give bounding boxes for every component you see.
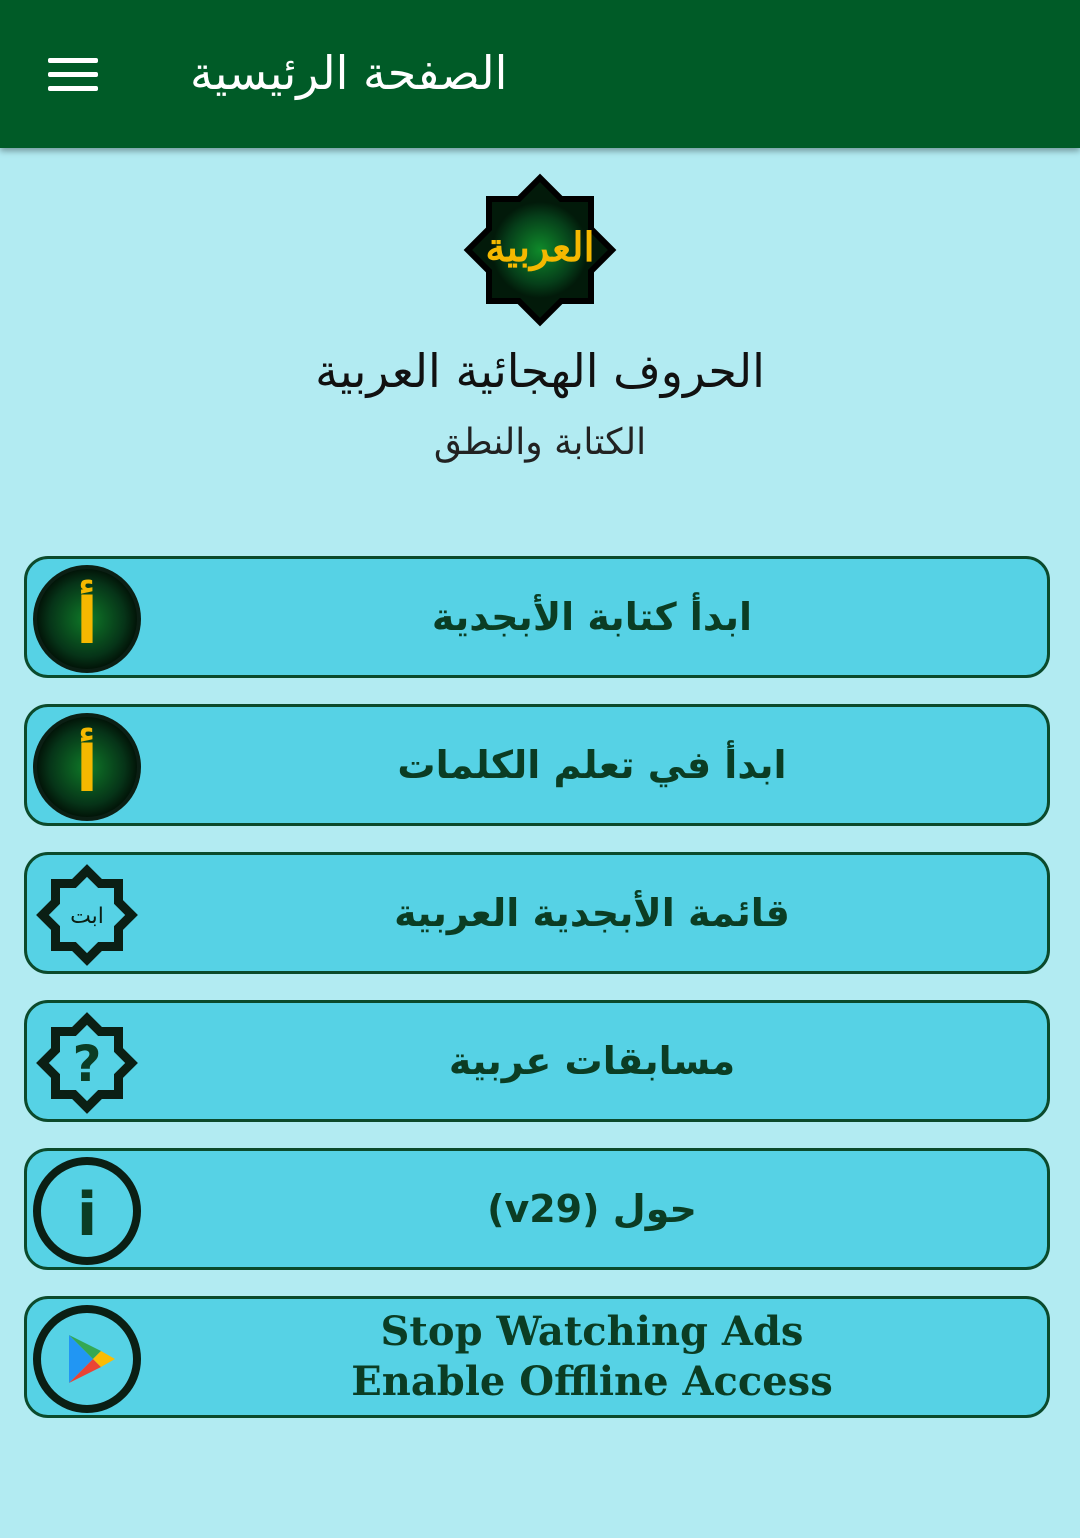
start-writing-alphabet-button[interactable] bbox=[24, 556, 1050, 678]
ads-label-line2: Enable Offline Access bbox=[351, 1358, 833, 1405]
menu-item-label: حول (v29) bbox=[487, 1187, 697, 1231]
page-title: الصفحة الرئيسية bbox=[190, 46, 508, 100]
info-icon bbox=[31, 1155, 143, 1267]
app-logo bbox=[462, 172, 618, 328]
svg-text:i: i bbox=[76, 1180, 98, 1250]
svg-text:ابت: ابت bbox=[70, 904, 104, 929]
app-subtitle: الكتابة والنطق bbox=[433, 422, 647, 463]
menu-item-label: مسابقات عربية bbox=[448, 1039, 736, 1083]
start-learning-words-button[interactable] bbox=[24, 704, 1050, 826]
logo-text: العربية bbox=[485, 224, 595, 271]
about-button[interactable] bbox=[24, 1148, 1050, 1270]
svg-text:أ: أ bbox=[76, 585, 98, 659]
menu-item-label: ابدأ في تعلم الكلمات bbox=[397, 743, 787, 787]
alphabet-star-icon bbox=[31, 859, 143, 971]
svg-text:أ: أ bbox=[76, 733, 98, 807]
alif-letter-icon bbox=[31, 711, 143, 823]
arabic-quizzes-button[interactable] bbox=[24, 1000, 1050, 1122]
remove-ads-button[interactable] bbox=[24, 1296, 1050, 1418]
menu-line bbox=[48, 72, 98, 77]
arabic-alphabet-list-button[interactable] bbox=[24, 852, 1050, 974]
menu-line bbox=[48, 58, 98, 63]
menu-item-label: ابدأ كتابة الأبجدية bbox=[431, 595, 753, 639]
alif-letter-icon bbox=[31, 563, 143, 675]
menu-line bbox=[48, 86, 98, 91]
play-store-icon bbox=[31, 1303, 143, 1415]
menu-item-label bbox=[177, 1299, 1007, 1415]
app-title: الحروف الهجائية العربية bbox=[315, 344, 765, 398]
svg-text:?: ? bbox=[72, 1035, 102, 1093]
question-star-icon bbox=[31, 1007, 143, 1119]
menu-item-label: قائمة الأبجدية العربية bbox=[394, 891, 790, 935]
hamburger-menu-icon[interactable] bbox=[36, 48, 110, 102]
app-bar bbox=[0, 0, 1080, 148]
ads-label-line1: Stop Watching Ads bbox=[380, 1308, 804, 1355]
